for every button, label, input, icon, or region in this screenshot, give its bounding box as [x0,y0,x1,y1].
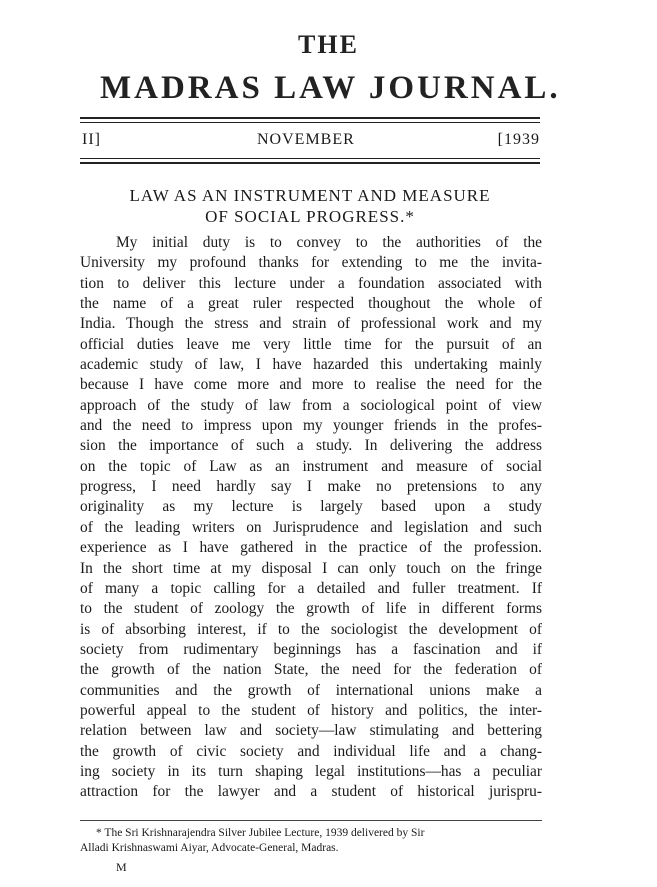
issue-header [80,131,540,153]
header-rule-top-thin [80,122,540,123]
body-line: communities and the growth of international unions make a [80,681,542,699]
body-line: relation between law and society—law stimulating and bettering [80,722,542,740]
header-rule-bottom-thick [80,162,540,164]
body-line: the name of a great ruler respected thoughout the whole of [80,295,542,313]
body-line: sion the importance of such a study. In delivering the address [80,437,542,455]
body-line: experience as I have gathered in the practice of the profession. [80,539,542,557]
body-line: attraction for the lawyer and a student of historical jurispru- [80,783,542,801]
body-line: the growth of the nation State, the need for the federation of [80,661,542,679]
body-line: University my profound thanks for extending to me the invita- [80,254,542,272]
footnote-line-1: * The Sri Krishnarajendra Silver Jubilee Lecture, 1939 delivered by Sir [96,827,425,839]
article-title-line-2: OF SOCIAL PROGRESS.* [205,207,415,226]
body-line: of many a topic calling for a detailed and fuller treatment. If [80,579,542,597]
body-line: on the topic of Law as an instrument and measure of social [80,457,542,475]
body-line: ing society in its turn shaping legal institutions—has a peculiar [80,762,542,780]
body-line: society from rudimentary beginnings has a fascination and if [80,640,542,658]
body-line: is of absorbing interest, if to the sociologist the development of [80,620,542,638]
body-line: official duties leave me very little time for the pursuit of an [80,335,542,353]
body-line: My initial duty is to convey to the authorities of the [116,234,542,251]
header-rule-top-thick [80,117,540,119]
footnote-line-2: Alladi Krishnaswami Aiyar, Advocate-General, Madras. [80,842,339,854]
body-line: In the short time at my disposal I can only touch on the fringe [80,559,542,577]
body-line: tion to deliver this lecture under a foundation associated with [80,274,542,292]
body-line: India. Though the stress and strain of professional work and my [80,315,542,333]
body-line: because I have come more and more to realise the need for the [80,376,542,394]
article-title-line-1: LAW AS AN INSTRUMENT AND MEASURE [129,186,491,205]
body-line: approach of the study of law from a sociological point of view [80,396,542,414]
body-line: of the leading writers on Jurisprudence and legislation and such [80,518,542,536]
body-line: academic study of law, I have hazarded this undertaking mainly [80,356,542,374]
issue-month: NOVEMBER [257,131,355,148]
header-rule-bottom-thin [80,158,540,159]
body-line: originality as my lecture is largely based upon a study [80,498,542,516]
body-line: powerful appeal to the student of history and politics, the inter- [80,701,542,719]
masthead-the: THE [298,30,359,59]
footnote-divider [80,820,542,821]
journal-title: MADRAS LAW JOURNAL. [100,70,561,106]
body-line: the growth of civic society and individual life and a chang- [80,742,542,760]
footnote [80,826,542,856]
article-body [80,233,542,803]
body-line: to the student of zoology the growth of life in different forms [80,600,542,618]
volume-number: II] [82,131,101,148]
issue-year: [1939 [497,131,540,148]
body-line: progress, I need hardly say I make no pretensions to any [80,478,542,496]
signature-mark: M [116,860,127,874]
body-line: and the need to impress upon my younger friends in the profes- [80,417,542,435]
